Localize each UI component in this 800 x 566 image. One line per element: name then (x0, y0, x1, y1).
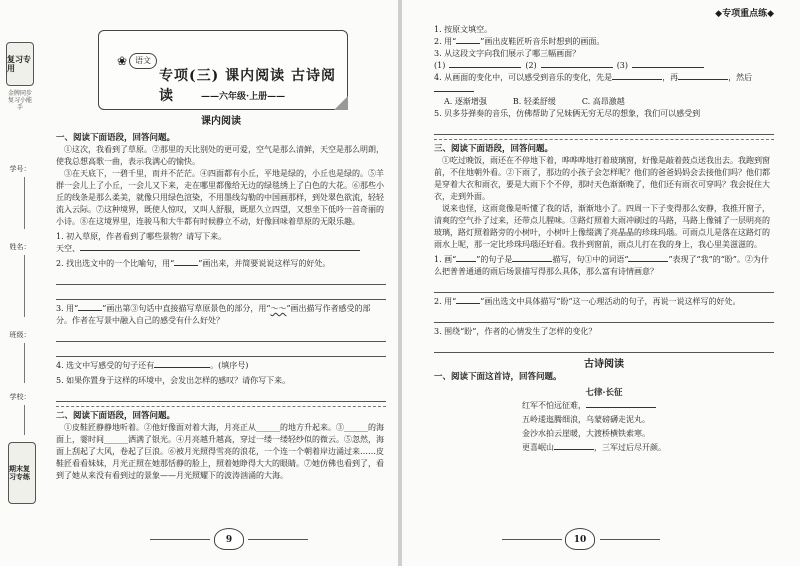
p3-q2-b: ”画出选文中具体描写“盼”这一心理活动的句子，再说一说这样写的好处。 (480, 297, 741, 306)
poem-title: 七律·长征 (585, 388, 623, 398)
p3-q1-blank-1[interactable] (512, 254, 552, 262)
option-a[interactable]: A. 逐渐增强 (444, 97, 487, 106)
r-q4-end: ，然后 (728, 73, 753, 82)
answer-1-row (56, 243, 386, 255)
r-q2-mark-line (456, 36, 480, 44)
r-divider (434, 139, 774, 140)
poem-line-4-b: ，三军过后尽开颜。 (594, 443, 666, 452)
p3-q1-b: ”的句子是 (476, 255, 513, 264)
poem-line-4-a: 更喜岷山 (522, 443, 554, 452)
unit-title: 专项(三) 课内阅读 古诗阅读 (159, 68, 336, 104)
part3-heading: 三、阅读下面语段，回答问题。 (434, 144, 554, 154)
question-5: 5. 如果你置身于这样的环境中，会发出怎样的感叹？请你写下来。 (56, 376, 291, 385)
star-icon: ❀ (117, 54, 128, 68)
p3-q1-blank-2[interactable] (628, 254, 668, 262)
r-a3-mark-3: (3) (616, 61, 629, 70)
poem-line-3: 金沙水拍云崖暖，大渡桥横铁索寒。 (522, 429, 650, 438)
student-id-line[interactable] (24, 177, 25, 229)
r-footer-line-left (502, 539, 562, 540)
class-line[interactable] (24, 343, 25, 383)
r-q2-text-a: 2. 用“ (434, 37, 457, 46)
r-a4-blank-3[interactable] (434, 84, 474, 92)
r-a3-blank-3[interactable] (632, 60, 704, 68)
unit-header (98, 30, 348, 110)
part2-passage: ①皮鞋匠静静地听着。②他好像面对着大海，月亮正从______的地方升起来。③______的海面上，霎时间______洒满了银光。④月亮越升越高，穿过一缕一缕轻纱似的微云。⑤忽然，海面上刮起了大风，卷起了巨浪。⑥被月光照得雪亮的浪花，一个连一个朝着岸边涌过来……皮鞋匠看看妹妹，月光正照在她那恬静的脸上，照着她睁得大大的眼睛。⑦她仿佛也看到了，看到了她从来没有看到过的景象——月光照耀下的波涛汹涌的大海。 (56, 423, 384, 480)
part3-passage-p2: 说来也怪，这雨竟像是听懂了我的话，渐渐地小了。四周一下子变得那么安静，我推开窗子，清爽的空气扑了过来，还带点儿腥味。③路灯照着大雨冲刷过的马路，马路上像铺了一层明亮的玻璃，路灯照着路旁的小树叶，小树叶上像缀满了亮晶晶的珍珠玛瑙。可雨点儿是落在这路灯的雨水上呢，那一定比珍珠玛瑙还好看。我扑到窗前，雨点儿打在我的身上，我心里美滋滋的。 (434, 204, 770, 249)
answer-3-line-1[interactable] (56, 329, 386, 342)
r-question-3: 3. 从这段文字向我们展示了哪三幅画面？ (434, 49, 581, 58)
right-page (402, 0, 800, 566)
p3-answer-1-line[interactable] (434, 280, 774, 293)
sidebar (4, 42, 36, 522)
corner-tag: ◆专项重点练◆ (715, 9, 774, 19)
r-a3-mark-2: (2) (525, 61, 537, 70)
q3-text-b: ”画出第③句话中直接描写草原景色的部分，用“ (102, 304, 271, 313)
class-label: 班级： (9, 331, 31, 339)
option-b[interactable]: B. 轻柔舒缓 (512, 97, 556, 106)
school-label: 学校： (9, 393, 31, 401)
sidebar-note: 金牌同步复习小能手 (7, 90, 32, 111)
answer-1-line[interactable] (80, 243, 360, 251)
r-a4-blank-1[interactable] (612, 72, 662, 80)
q3-text-c: ”画出描写作者感受的部分。作者在写景中融入自己的感受有什么好处？ (56, 304, 371, 325)
part1-heading: 一、阅读下面语段，回答问题。 (56, 133, 176, 143)
p3-q2-a: 2. 用“ (434, 297, 457, 306)
r-a3-mark-1: (1) (434, 61, 446, 70)
r-question-5: 5. 贝多芬弹奏的音乐，仿佛帮助了兄妹俩无穷无尽的想象，我们可以感受到 (434, 109, 701, 118)
name-line[interactable] (24, 255, 25, 317)
part1-passage-p2: ③在天底下，一碧千里，而并不茫茫。④四面都有小丘，平地是绿的，小丘也是绿的。⑤羊群一会儿上了小丘，一会儿又下来，走在哪里都像给无边的绿毯绣上了白色的大花。⑥那些小丘的线条是那么柔美，就像只用绿色渲染，不用墨线勾勒的中国画那样，到处翠色欲流，轻轻流入云际。⑦这种境界，既使人惊叹，又叫人舒服，既愿久立四望，又想坐下低吟一首奇丽的小诗。⑧在这境界里，连骏马和大牛都有时候静立不动，好像回味着草原的无限乐趣。 (56, 169, 384, 226)
name-label: 姓名： (9, 243, 31, 251)
r-a4-blank-2[interactable] (678, 72, 728, 80)
poem-blank-2[interactable] (554, 442, 594, 450)
q3-wavy-mark: ～～ (270, 304, 287, 313)
r-q4-options (434, 96, 774, 108)
q4-text-b: 。(填序号) (210, 361, 249, 370)
p3-q2-mark (456, 296, 480, 304)
r-footer-line-right (600, 539, 660, 540)
r-question-2 (434, 36, 774, 48)
page-number: 9 (214, 528, 244, 550)
q2-text-a: 2. 找出选文中的一个比喻句，用“ (56, 259, 175, 268)
part3-passage-p1: ①吃过晚饭，雨还在不停地下着，哗哗哗地打着玻璃窗，好像是敲着鼓点送我出去。我跑到窗前，不住地朝外看。②下雨了，那边的小孩子会怎样呢？他们的爸爸妈妈会去接他们吗？他们都是穿着大衣和雨衣，要是大雨下个不停，那时天色渐渐晚了，他们还有雨衣可穿吗？我会捉住大衣，走到外面。 (434, 156, 770, 201)
q3-text-a: 3. 用“ (56, 304, 79, 313)
r-question-1: 1. 按原文填空。 (434, 25, 493, 34)
poem-blank-1[interactable] (586, 400, 656, 408)
footer-line-left (150, 539, 210, 540)
section-title: 课内阅读 (201, 116, 241, 127)
school-line[interactable] (24, 405, 25, 435)
poem-line-1-text: 红军不怕远征难， (522, 401, 586, 410)
r-answer-3-row (434, 60, 774, 72)
p3-answer-3-line[interactable] (434, 340, 774, 353)
poem-line-4 (434, 441, 774, 455)
poem-heading: 一、阅读下面这首诗，回答问题。 (434, 372, 562, 382)
left-page (0, 0, 398, 566)
r-answer-5-line[interactable] (434, 122, 774, 135)
poem-line-2: 五岭逶迤腾细浪，乌蒙磅礴走泥丸。 (522, 415, 650, 424)
question-4 (56, 360, 386, 372)
r-page-number: 10 (565, 528, 595, 550)
answer-1-prefix: 天空、 (56, 244, 80, 253)
footer-line-right (248, 539, 308, 540)
subject-badge-wrap (117, 53, 157, 69)
left-content (56, 116, 386, 482)
grade-label: ——六年级·上册—— (201, 92, 286, 102)
answer-2-line-2[interactable] (56, 287, 386, 300)
p3-q1-c: 描写，句①中的词语“ (552, 255, 629, 264)
p3-q1-a: 1. 画“ (434, 255, 457, 264)
poem-line-1 (434, 399, 774, 413)
r-question-4 (434, 72, 774, 96)
sidebar-bottom-tag: 期末复习专练 (8, 442, 36, 504)
part3-question-1 (434, 254, 774, 278)
q2-mark-line (174, 258, 198, 266)
page-fold-decoration (334, 96, 348, 110)
question-3 (56, 303, 386, 327)
sidebar-top-tag: 复习专用 (6, 42, 34, 86)
q3-mark-line (78, 303, 102, 311)
p3-q1-d: ”表现了“我”的“盼”。②为什么把普普通通的雨后场景描写得那么具体，那么富有诗情画意？ (434, 255, 769, 276)
subject-badge: 语文 (129, 53, 157, 69)
p3-answer-2-line[interactable] (434, 310, 774, 323)
q2-text-b: ”画出来，并简要说说这样写的好处。 (198, 259, 331, 268)
r-a3-blank-1[interactable] (449, 60, 521, 68)
part3-question-3: 3. 围绕“盼”，作者的心情发生了怎样的变化？ (434, 327, 597, 336)
question-1: 1. 初入草原，作者看到了哪些景物？请写下来。 (56, 232, 227, 241)
r-q4-text-a: 4. 从画面的变化中，可以感受到音乐的变化，先是 (434, 73, 613, 82)
part3-question-2 (434, 296, 774, 308)
answer-4-blank[interactable] (154, 360, 210, 368)
q4-text-a: 4. 选文中写感受的句子还有 (56, 361, 155, 370)
answer-2-line-1[interactable] (56, 272, 386, 285)
option-c[interactable]: C. 高昂激越 (581, 97, 625, 106)
part2-heading: 二、阅读下面语段，回答问题。 (56, 411, 176, 421)
r-a3-blank-2[interactable] (541, 60, 613, 68)
right-content (434, 24, 774, 455)
student-id-label: 学号： (9, 165, 31, 173)
r-q4-mid: ，再 (662, 73, 679, 82)
answer-5-line-1[interactable] (56, 389, 386, 402)
part1-passage-p1: ①这次，我看到了草原。②那里的天比别处的更可爱，空气是那么清鲜，天空是那么明朗，使我总想高歌一曲，表示我满心的愉快。 (56, 145, 384, 166)
p3-q1-mark (456, 254, 476, 262)
divider (56, 406, 386, 407)
answer-3-line-2[interactable] (56, 344, 386, 357)
poem-section-title: 古诗阅读 (584, 359, 624, 370)
question-2 (56, 258, 386, 270)
r-q2-text-b: ”画出皮鞋匠听音乐时想到的画面。 (480, 37, 605, 46)
